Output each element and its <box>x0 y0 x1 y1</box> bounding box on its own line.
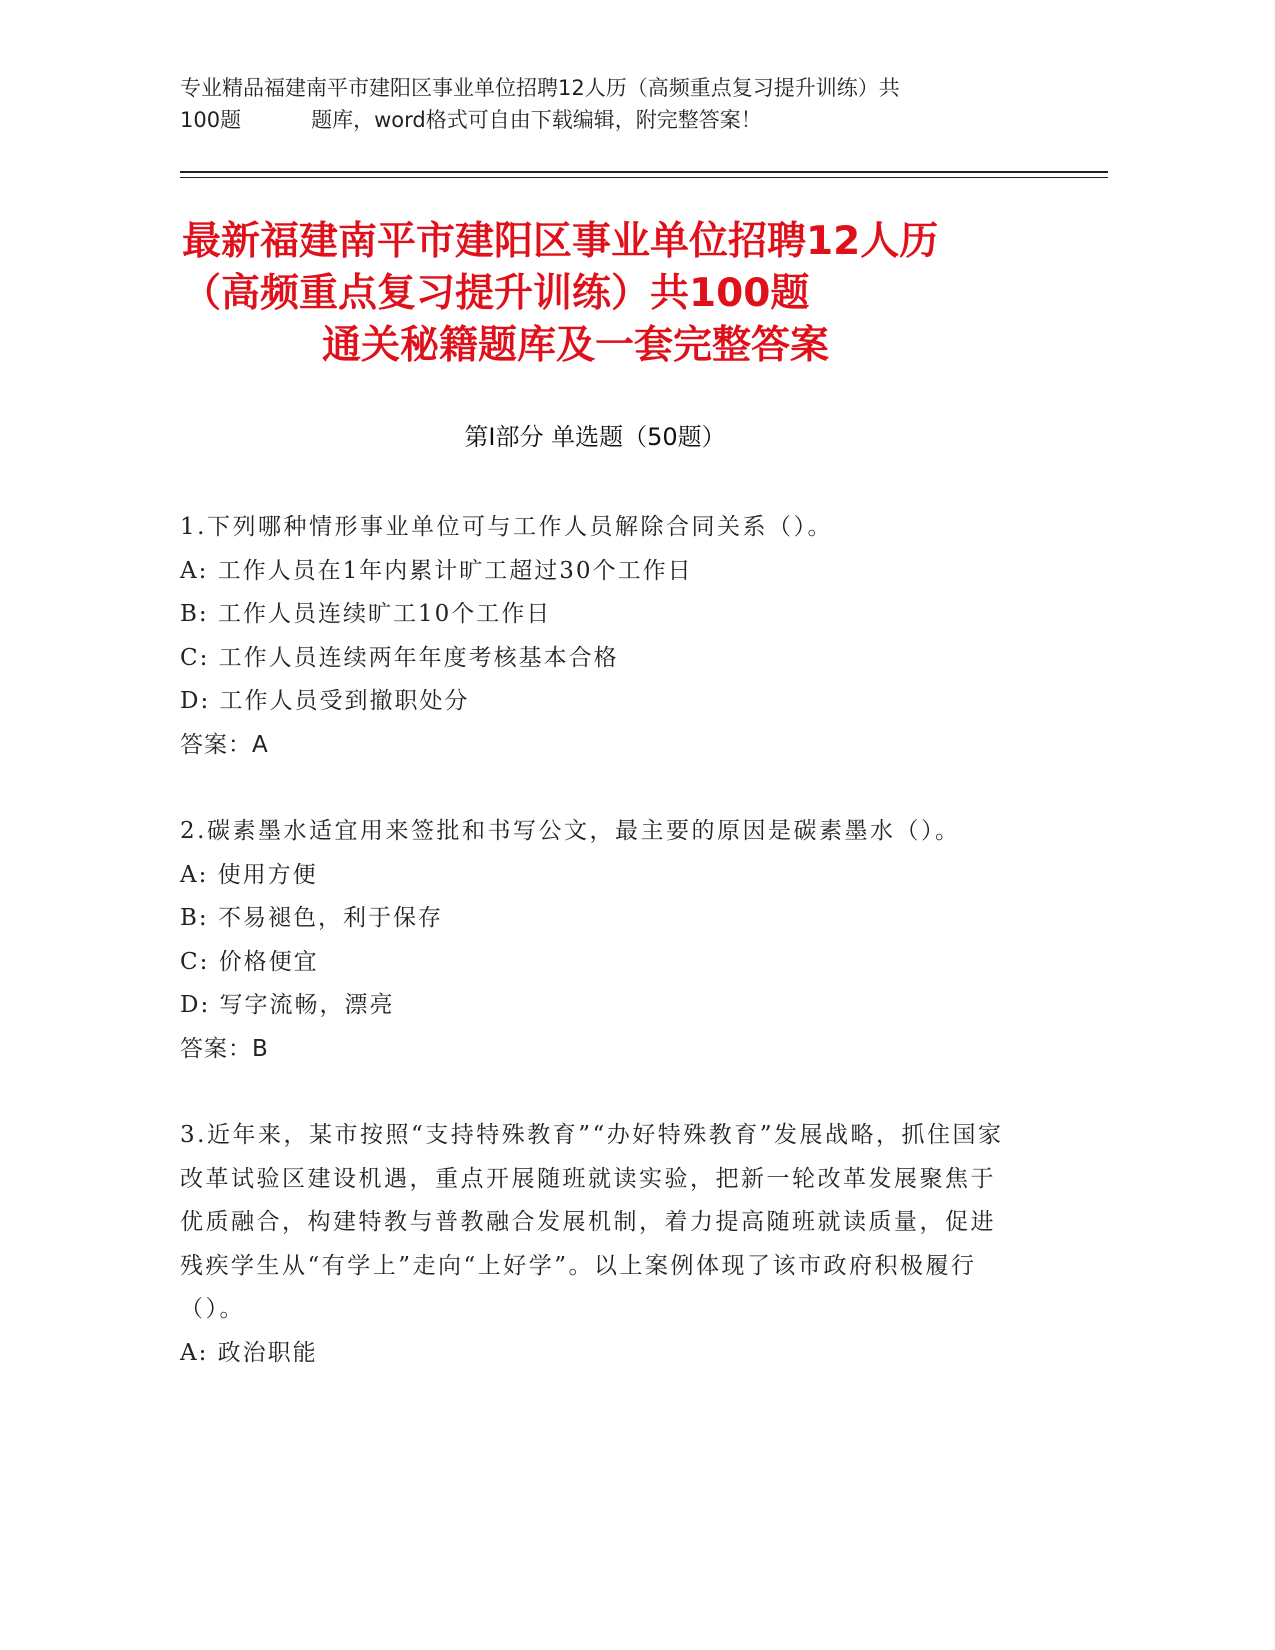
question-text: 2.碳素墨水适宜用来签批和书写公文，最主要的原因是碳素墨水（）。 <box>180 818 961 844</box>
option-d: D: 写字流畅，漂亮 <box>180 992 395 1018</box>
option-a: A: 政治职能 <box>180 1339 318 1366</box>
question-list <box>180 506 1020 1375</box>
title-line-3: 通关秘籍题库及一套完整答案 <box>322 323 830 368</box>
title-line-2: （高频重点复习提升训练）共100题 <box>182 271 810 316</box>
option-d: D: 工作人员受到撤职处分 <box>180 688 470 714</box>
header-description: 题库，word格式可自由下载编辑，附完整答案！ <box>311 108 762 132</box>
header-line-1: 专业精品福建南平市建阳区事业单位招聘12人历（高频重点复习提升训练）共 <box>180 76 900 100</box>
header-divider-thin <box>180 177 1108 178</box>
question-item <box>180 810 1020 1071</box>
question-text: 3.近年来，某市按照“支持特殊教育”“办好特殊教育”发展战略，抓住国家改革试验区建设机遇，重点开展随班就读实验，把新一轮改革发展聚焦于优质融合，构建特教与普教融合发展机制，着力提高随班就读质量，促进残疾学生从“有学上”走向“上好学”。以上案例体现了该市政府积极履行（）。 <box>180 1122 1004 1322</box>
header-line-2 <box>180 104 1060 136</box>
option-a: A: 使用方便 <box>180 861 318 888</box>
answer-line: 答案：A <box>180 731 269 758</box>
option-c: C: 价格便宜 <box>180 948 319 975</box>
option-c: C: 工作人员连续两年年度考核基本合格 <box>180 644 619 671</box>
section-heading: 第Ⅰ部分 单选题（50题） <box>464 423 726 451</box>
header-divider-thick <box>180 171 1108 173</box>
question-item <box>180 1114 1020 1375</box>
answer-line: 答案：B <box>180 1035 269 1062</box>
option-b: B: 不易褪色，利于保存 <box>180 905 443 931</box>
question-item <box>180 506 1020 767</box>
document-title <box>182 216 1082 372</box>
title-line-1: 最新福建南平市建阳区事业单位招聘12人历 <box>182 219 939 264</box>
page-header <box>180 72 1060 136</box>
option-a: A: 工作人员在1年内累计旷工超过30个工作日 <box>180 557 693 584</box>
option-b: B: 工作人员连续旷工10个工作日 <box>180 601 552 627</box>
header-question-count: 100题 <box>180 108 242 132</box>
question-text: 1.下列哪种情形事业单位可与工作人员解除合同关系（）。 <box>180 514 833 540</box>
